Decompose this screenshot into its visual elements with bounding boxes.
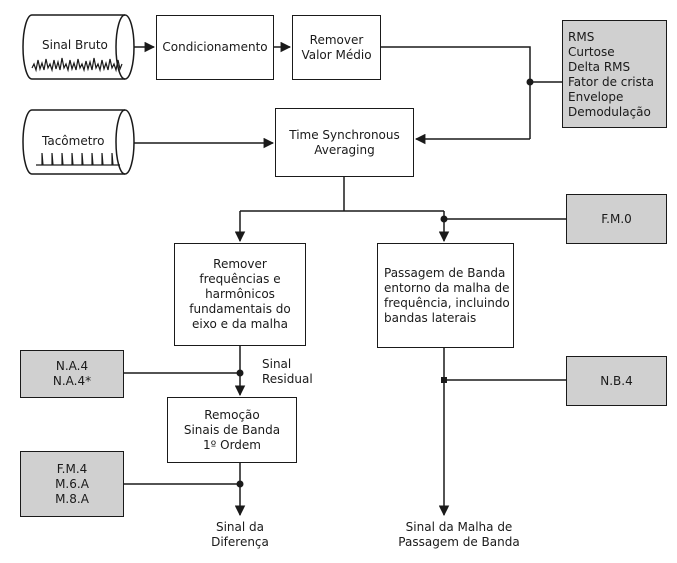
remover-frequencias-line-3: harmônicos [205,287,275,301]
remocao-line-1: Remoção [204,407,260,422]
fm0-box [566,194,667,244]
na4-label-2: N.A.4* [52,374,92,388]
fm4-box [20,451,124,517]
passagem-banda-line-3: frequência, incluindo [384,296,510,310]
rms-metrics-box [562,20,667,128]
remover-frequencias-box [174,243,306,346]
sinal-bruto-label: Sinal Bruto [42,38,108,52]
remover-valor-medio-box [292,15,381,80]
remover-valor-medio-line-1: Remover [309,32,364,47]
tsa-line-2: Averaging [314,142,375,157]
passagem-banda-line-4: bandas laterais [384,311,477,325]
sinal-diferenca-label [205,520,275,550]
tacometro-label: Tacômetro [42,134,105,148]
rms-metric-3: Delta RMS [568,60,631,74]
tsa-box [275,108,414,177]
sinal-malha-line-1: Sinal da Malha de [405,520,513,534]
remover-frequencias-line-2: frequências e [199,272,281,286]
junction-dot-fm4 [237,481,244,488]
sinal-diferenca-line-1: Sinal da [215,520,265,534]
na4-label-1: N.A.4 [55,359,89,373]
junction-dot-rms [527,79,534,86]
fm4-label-3: M.8.A [55,491,89,506]
junction-dot-na4 [237,370,244,377]
sinal-residual-line-1: Sinal [262,357,292,371]
rms-metric-5: Envelope [568,90,624,104]
rms-metric-6: Demodulação [568,105,651,119]
sinal-malha-label [394,520,524,550]
sinal-residual-label [262,357,313,387]
sinal-residual-line-2: Residual [262,372,313,386]
remover-valor-medio-line-2: Valor Médio [301,47,372,62]
passagem-banda-box [377,243,514,348]
sinal-diferenca-line-2: Diferença [211,535,269,549]
remover-frequencias-line-1: Remover [213,257,267,271]
fm4-label-1: F.M.4 [56,461,88,476]
remocao-line-2: Sinais de Banda [183,422,281,437]
na4-box [20,350,124,398]
passagem-banda-line-1: Passagem de Banda [384,266,506,280]
sinal-malha-line-2: Passagem de Banda [398,535,520,549]
nb4-box [566,356,667,406]
passagem-banda-line-2: entorno da malha de [384,281,510,295]
fm4-label-2: M.6.A [55,476,89,491]
tsa-line-1: Time Synchronous [289,127,400,142]
junction-dot-fm0 [441,216,448,223]
nb4-label: N.B.4 [600,373,633,388]
rms-metric-2: Curtose [568,45,615,59]
remover-frequencias-line-4: fundamentais do [189,302,291,316]
junction-square-nb4 [441,377,447,383]
rms-metric-1: RMS [568,30,595,44]
fm0-label: F.M.0 [601,211,632,226]
condicionamento-box [156,15,274,80]
remocao-line-3: 1º Ordem [203,437,261,452]
remover-frequencias-line-5: eixo e da malha [192,317,288,331]
condicionamento-label: Condicionamento [162,40,268,54]
rms-metric-4: Fator de crista [568,75,654,89]
remocao-sinais-box [167,397,297,463]
